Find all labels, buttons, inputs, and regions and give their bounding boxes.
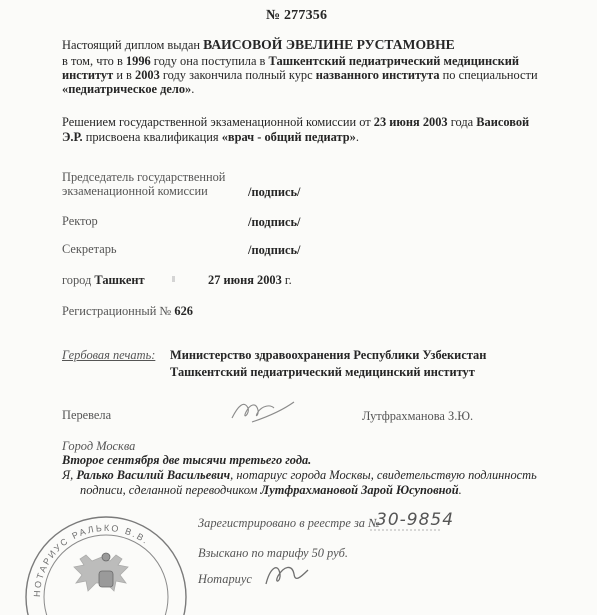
intro-text: году она поступила в — [150, 54, 269, 68]
notary-line-4 — [80, 484, 462, 497]
punct: . — [458, 483, 462, 497]
institute-name: Ташкентский педиатрический медицинский — [268, 54, 520, 68]
fee-line: Взыскано по тарифу 50 руб. — [198, 546, 348, 560]
scan-speck — [172, 276, 175, 282]
intro-text: в том, что в — [62, 54, 126, 68]
rector-signature: /подпись/ — [248, 215, 301, 229]
coat-of-arms-icon — [74, 553, 128, 591]
intro-line-3 — [62, 69, 538, 82]
chair-label-1: Председатель государственной — [62, 170, 226, 184]
decision-text: Решением государственной экзаменационной комиссии от — [62, 115, 374, 129]
notary-date: Второе сентября две тысячи третьего года. — [62, 453, 312, 467]
city-name: Ташкент — [94, 273, 145, 287]
date-suffix: г. — [281, 273, 292, 287]
registry-underline — [370, 528, 440, 532]
registry-label: Зарегистрировано в реестре за № — [198, 516, 380, 530]
seal-line-1: Министерство здравоохранения Республики Узбекистан — [170, 348, 487, 362]
document-number: № 277356 — [266, 8, 328, 23]
registration-label: Регистрационный № — [62, 304, 175, 318]
notary-label: Нотариус — [198, 572, 252, 586]
chair-label-2: экзаменационной комиссии — [62, 184, 208, 198]
notary-text: подписи, сделанной переводчиком — [80, 483, 261, 497]
chair-signature: /подпись/ — [248, 185, 301, 199]
decision-text: года — [447, 115, 477, 129]
enroll-year: 1996 — [125, 54, 151, 68]
issue-date: 27 июня 2003 — [208, 273, 282, 287]
intro-line-2 — [62, 55, 519, 68]
stamp-text: НОТАРИУС РАЛЬКО В.В. — [31, 522, 152, 598]
graduate-name: ВАИСОВОЙ ЭВЕЛИНЕ РУСТАМОВНЕ — [203, 37, 455, 52]
decision-name: Ваисовой — [476, 115, 530, 129]
intro-text: по специальности — [439, 68, 538, 82]
secretary-signature: /подпись/ — [248, 243, 301, 257]
registration-number: 626 — [174, 304, 193, 318]
issue-date-line — [208, 274, 292, 287]
notary-name: Ралько Василий Васильевич — [76, 468, 231, 482]
translated-label: Перевела — [62, 408, 112, 422]
intro-text: году закончила полный курс — [159, 68, 316, 82]
rector-label: Ректор — [62, 214, 98, 228]
secretary-label: Секретарь — [62, 242, 117, 256]
translator-name: Лутфрахманова З.Ю. — [362, 409, 474, 423]
decision-line-2 — [62, 131, 359, 144]
institute-ref: названного института — [315, 68, 440, 82]
translator-signature — [228, 396, 298, 426]
institute-name-cont: институт — [62, 68, 114, 82]
city-label: город — [62, 273, 95, 287]
punct: . — [191, 82, 195, 96]
intro-text: Настоящий диплом выдан — [62, 38, 204, 52]
specialty: «педиатрическое дело» — [62, 82, 192, 96]
punct: . — [355, 130, 359, 144]
city-line — [62, 274, 145, 287]
decision-line-1 — [62, 116, 529, 129]
intro-line-1 — [62, 38, 455, 52]
translator-name-instr: Лутфрахмановой Зарой Юсуповной — [260, 483, 459, 497]
qualification: «врач - общий педиатр» — [221, 130, 356, 144]
notary-signature — [262, 560, 312, 588]
graduation-year: 2003 — [135, 68, 160, 82]
registry-number: 30-9854 — [376, 510, 455, 530]
notary-city: Город Москва — [62, 439, 136, 453]
notary-text: , нотариус города Москвы, свидетельствую подлинность — [230, 468, 537, 482]
registration-line — [62, 305, 193, 318]
intro-text: и в — [113, 68, 135, 82]
notary-line-3 — [62, 469, 537, 482]
seal-label: Гербовая печать: — [62, 348, 156, 362]
seal-line-2: Ташкентский педиатрический медицинский институт — [170, 365, 475, 379]
decision-initials: Э.Р. — [62, 130, 83, 144]
decision-text: присвоена квалификация — [82, 130, 222, 144]
intro-line-4 — [62, 83, 194, 96]
notary-stamp — [22, 505, 190, 615]
notary-text: Я, — [62, 468, 77, 482]
decision-date: 23 июня 2003 — [373, 115, 448, 129]
